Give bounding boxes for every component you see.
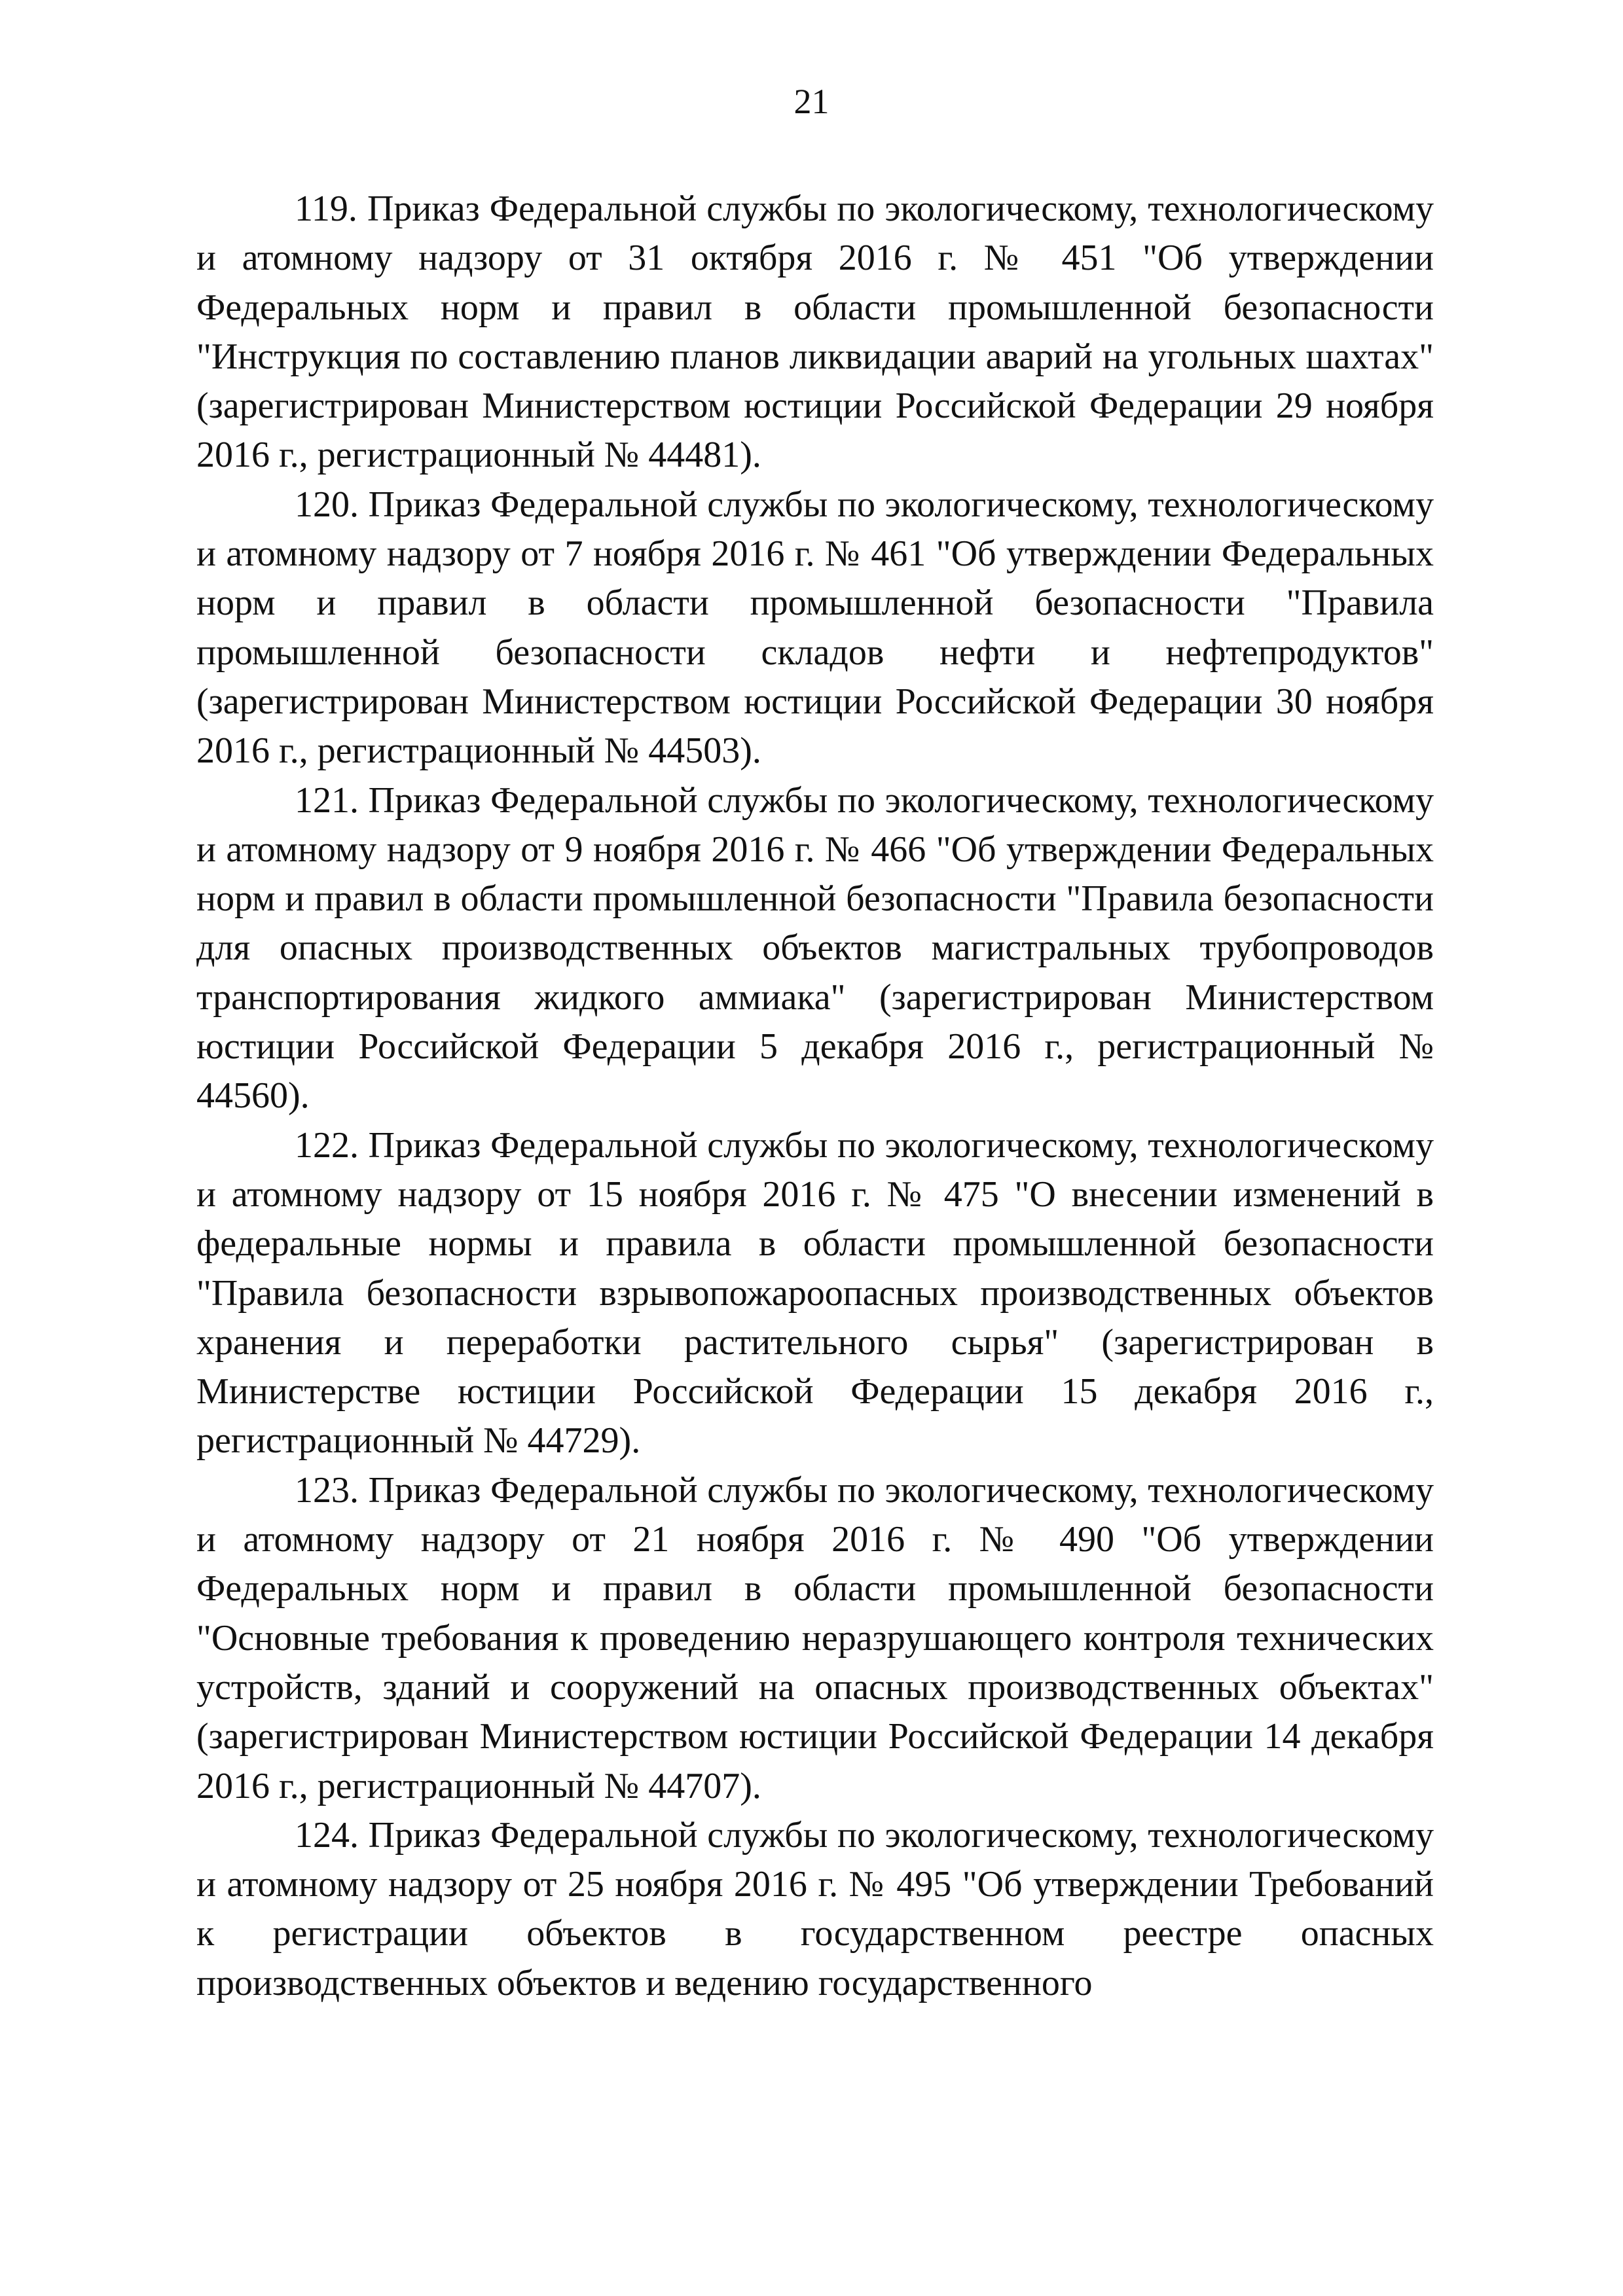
list-item: 123. Приказ Федеральной службы по экологическому, технологическому и атомному надзору от 21 ноября 2016 г. № 490 "Об утверждении Федеральных норм и правил в области промышленной безопасности "Основные требования к проведению неразрушающего контроля технических устройств, зданий и сооружений на опасных производственных объектах" (зарегистрирован Министерством юстиции Российской Федерации 14 декабря 2016 г., регистрационный № 44707).: [196, 1469, 1434, 1806]
document-body: [196, 185, 1434, 2008]
list-item: 124. Приказ Федеральной службы по экологическому, технологическому и атомному надзору от 25 ноября 2016 г. № 495 "Об утверждении Требований к регистрации объектов в государственном реестре опасных производственных объектов и ведению государственного: [196, 1814, 1434, 2003]
list-item: 121. Приказ Федеральной службы по экологическому, технологическому и атомному надзору от 9 ноября 2016 г. № 466 "Об утверждении Федеральных норм и правил в области промышленной безопасности "Правила безопасности для опасных производственных объектов магистральных трубопроводов транспортирования жидкого аммиака" (зарегистрирован Министерством юстиции Российской Федерации 5 декабря 2016 г., регистрационный № 44560).: [196, 780, 1434, 1117]
list-item: 122. Приказ Федеральной службы по экологическому, технологическому и атомному надзору от 15 ноября 2016 г. № 475 "О внесении изменений в федеральные нормы и правила в области промышленной безопасности "Правила безопасности взрывопожароопасных производственных объектов хранения и переработки растительного сырья" (зарегистрирован в Министерстве юстиции Российской Федерации 15 декабря 2016 г., регистрационный № 44729).: [196, 1124, 1434, 1462]
list-item: 120. Приказ Федеральной службы по экологическому, технологическому и атомному надзору от 7 ноября 2016 г. № 461 "Об утверждении Федеральных норм и правил в области промышленной безопасности "Правила промышленной безопасности складов нефти и нефтепродуктов" (зарегистрирован Министерством юстиции Российской Федерации 30 ноября 2016 г., регистрационный № 44503).: [196, 484, 1434, 772]
page-number: 21: [793, 82, 830, 121]
list-item: 119. Приказ Федеральной службы по экологическому, технологическому и атомному надзору от 31 октября 2016 г. № 451 "Об утверждении Федеральных норм и правил в области промышленной безопасности "Инструкция по составлению планов ликвидации аварий на угольных шахтах" (зарегистрирован Министерством юстиции Российской Федерации 29 ноября 2016 г., регистрационный № 44481).: [196, 188, 1434, 476]
